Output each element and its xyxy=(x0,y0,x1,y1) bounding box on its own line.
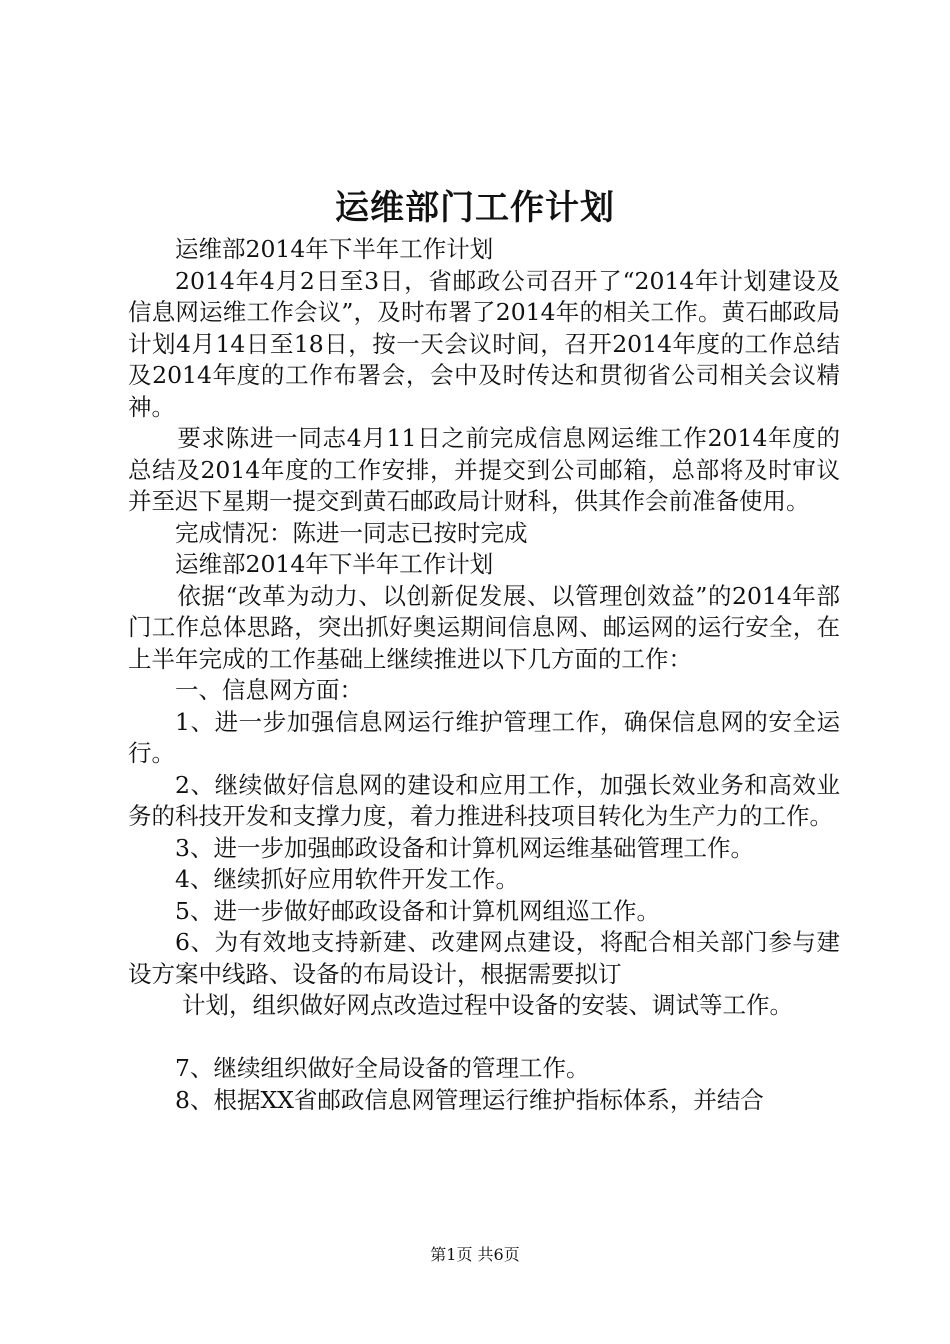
paragraph: 一、信息网方面： xyxy=(175,676,363,704)
paragraph: 运维部2014年下半年工作计划 xyxy=(175,235,494,263)
page-number-footer: 第1页 共6页 xyxy=(430,1245,520,1264)
paragraph: 2、继续做好信息网的建设和应用工作，加强长效业务和高效业务的科技开发和支撑力度，着力推进科技项目转化为生产力的工作。 xyxy=(128,770,840,830)
document-title: 运维部门工作计划 xyxy=(335,188,615,228)
paragraph: 8、根据XX省邮政信息网管理运行维护指标体系，并结合 xyxy=(175,1085,764,1114)
paragraph: 3、进一步加强邮政设备和计算机网运维基础管理工作。 xyxy=(175,833,754,862)
paragraph: 运维部2014年下半年工作计划 xyxy=(175,550,494,578)
document-body xyxy=(128,234,840,1116)
paragraph: 7、继续组织做好全局设备的管理工作。 xyxy=(175,1054,590,1082)
paragraph: 完成情况：陈进一同志已按时完成 xyxy=(175,518,528,547)
paragraph: 2014年4月2日至3日，省邮政公司召开了“2014年计划建设及信息网运维工作会议”，及时布署了2014年的相关工作。黄石邮政局计划4月14日至18日，按一天会议时间，召开2014年度的工作总结及2014年度的工作布署会，会中及时传达和贯彻省公司相关会议精神。 xyxy=(128,266,840,421)
paragraph: 依据“改革为动力、以创新促发展、以管理创效益”的2014年部门工作总体思路，突出抓好奥运期间信息网、邮运网的运行安全，在上半年完成的工作基础上继续推进以下几方面的工作： xyxy=(128,581,840,673)
paragraph: 5、进一步做好邮政设备和计算机网组巡工作。 xyxy=(175,896,660,925)
paragraph: 要求陈进一同志4月11日之前完成信息网运维工作2014年度的总结及2014年度的工作安排，并提交到公司邮箱，总部将及时审议并至迟下星期一提交到黄石邮政局计财科，供其作会前准备使用。 xyxy=(128,424,840,515)
paragraph: 6、为有效地支持新建、改建网点建设，将配合相关部门参与建设方案中线路、设备的布局设计，根据需要拟订 xyxy=(128,928,840,988)
paragraph: 4、继续抓好应用软件开发工作。 xyxy=(175,865,519,893)
paragraph: 1、进一步加强信息网运行维护管理工作，确保信息网的安全运行。 xyxy=(128,707,840,767)
paragraph: 计划，组织做好网点改造过程中设备的安装、调试等工作。 xyxy=(182,991,794,1019)
